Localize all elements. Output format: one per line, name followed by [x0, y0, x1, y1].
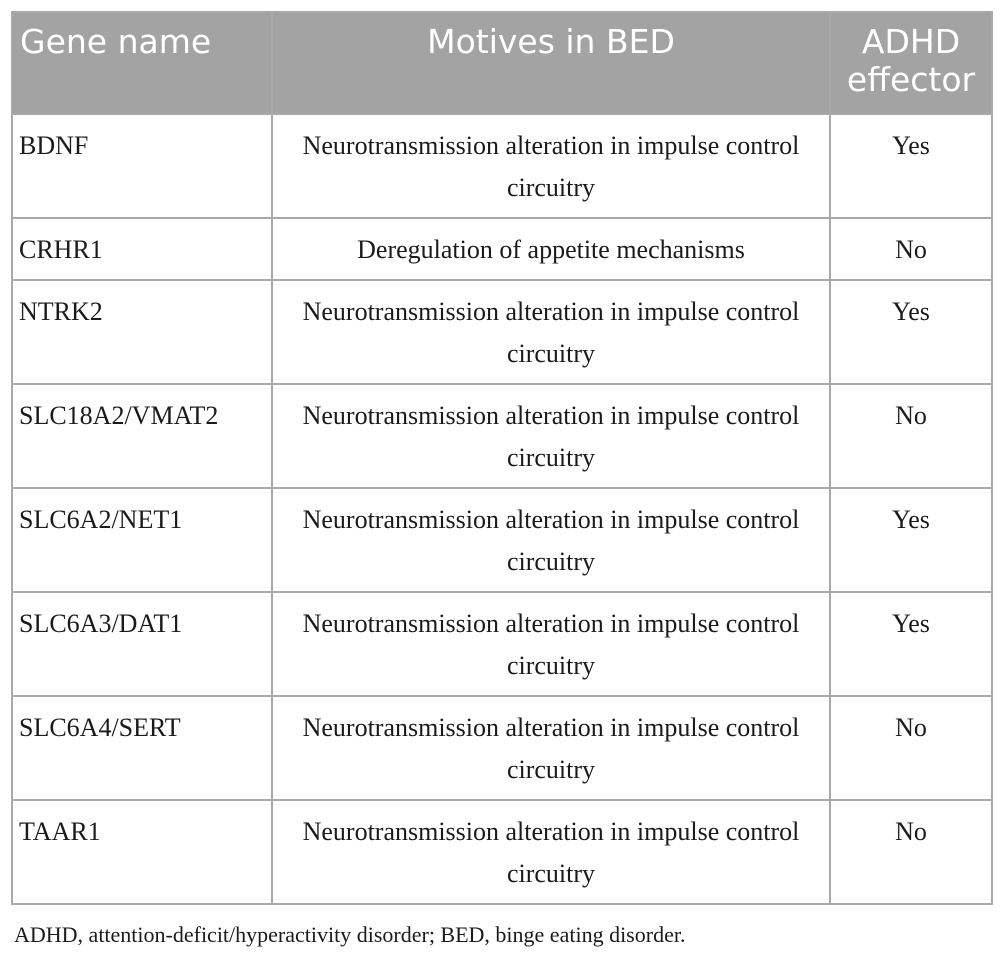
motive-cell: Neurotransmission alteration in impulse control circuitry — [272, 696, 830, 800]
header-row — [12, 12, 992, 114]
effector-cell: No — [830, 696, 992, 800]
table-row — [12, 488, 992, 592]
gene-cell: SLC6A3/DAT1 — [12, 592, 272, 696]
table-body — [12, 114, 992, 904]
table-row — [12, 218, 992, 280]
effector-cell: No — [830, 800, 992, 904]
motive-cell: Neurotransmission alteration in impulse control circuitry — [272, 800, 830, 904]
gene-cell: BDNF — [12, 114, 272, 218]
motive-cell: Deregulation of appetite mechanisms — [272, 218, 830, 280]
effector-cell: Yes — [830, 280, 992, 384]
table-row — [12, 696, 992, 800]
header-adhd-effector: ADHD effector — [830, 12, 992, 114]
table-row — [12, 280, 992, 384]
table-row — [12, 592, 992, 696]
motive-cell: Neurotransmission alteration in impulse control circuitry — [272, 384, 830, 488]
motive-cell: Neurotransmission alteration in impulse control circuitry — [272, 592, 830, 696]
table-footnote: ADHD, attention-deficit/hyperactivity disorder; BED, binge eating disorder. — [14, 922, 686, 947]
motive-cell: Neurotransmission alteration in impulse control circuitry — [272, 488, 830, 592]
gene-cell: SLC6A4/SERT — [12, 696, 272, 800]
motive-cell: Neurotransmission alteration in impulse control circuitry — [272, 114, 830, 218]
effector-cell: No — [830, 384, 992, 488]
effector-cell: No — [830, 218, 992, 280]
header-motives: Motives in BED — [272, 12, 830, 114]
table-row — [12, 384, 992, 488]
table-row — [12, 114, 992, 218]
gene-table — [11, 11, 993, 905]
effector-cell: Yes — [830, 114, 992, 218]
header-gene-name: Gene name — [12, 12, 272, 114]
gene-cell: SLC18A2/VMAT2 — [12, 384, 272, 488]
table-header — [12, 12, 992, 114]
effector-cell: Yes — [830, 488, 992, 592]
gene-table-container — [11, 11, 991, 905]
gene-cell: CRHR1 — [12, 218, 272, 280]
gene-cell: NTRK2 — [12, 280, 272, 384]
effector-cell: Yes — [830, 592, 992, 696]
table-row — [12, 800, 992, 904]
gene-cell: TAAR1 — [12, 800, 272, 904]
motive-cell: Neurotransmission alteration in impulse control circuitry — [272, 280, 830, 384]
gene-cell: SLC6A2/NET1 — [12, 488, 272, 592]
